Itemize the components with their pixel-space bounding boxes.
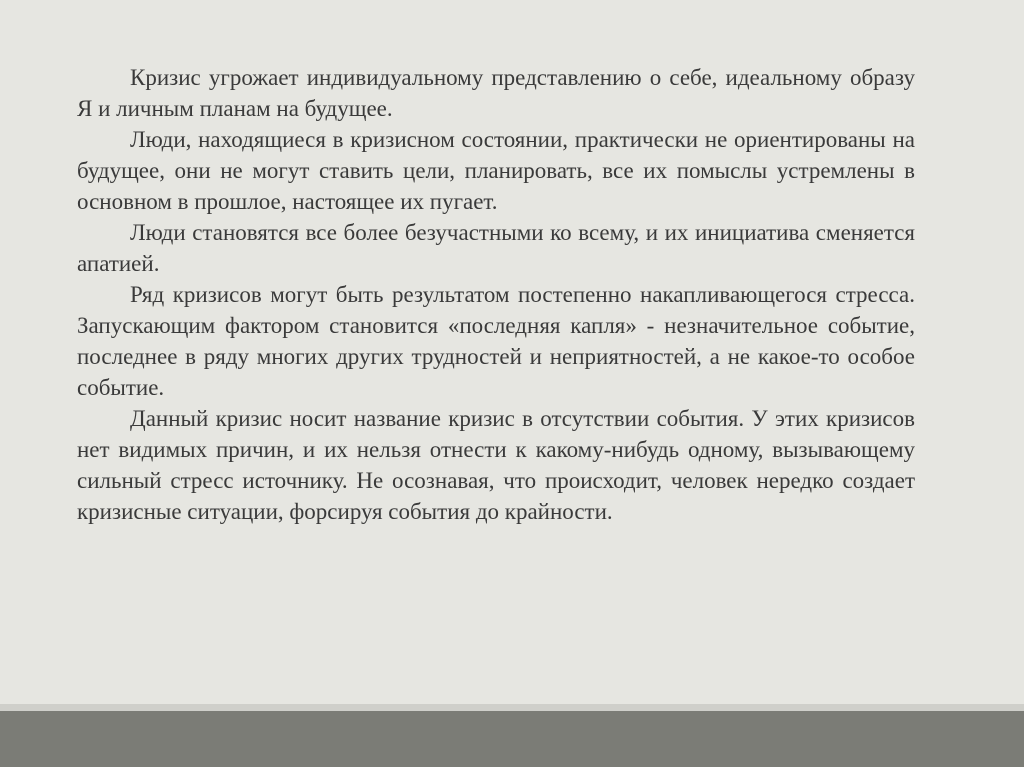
slide-text-block (77, 62, 915, 527)
bottom-bar (0, 711, 1024, 767)
paragraph-1: Кризис угрожает индивидуальному представлению о себе, идеальному образу Я и личным планам на будущее. (77, 65, 915, 121)
bottom-divider-line (0, 704, 1024, 711)
paragraph-3: Люди становятся все более безучастными ко всему, и их инициатива сменяется апатией. (77, 220, 915, 276)
paragraph-4: Ряд кризисов могут быть результатом постепенно накапливающегося стресса. Запускающим фактором становится «последняя капля» - незначительное событие, последнее в ряду многих других трудностей и неприятностей, а не какое-то особое событие. (77, 282, 915, 400)
paragraph-5: Данный кризис носит название кризис в отсутствии события. У этих кризисов нет видимых причин, и их нельзя отнести к какому-нибудь одному, вызывающему сильный стресс источнику. Не осознавая, что происходит, человек нередко создает кризисные ситуации, форсируя события до крайности. (77, 406, 915, 524)
paragraph-2: Люди, находящиеся в кризисном состоянии, практически не ориентированы на будущее, они не могут ставить цели, планировать, все их помыслы устремлены в основном в прошлое, настоящее их пугает. (77, 127, 915, 214)
